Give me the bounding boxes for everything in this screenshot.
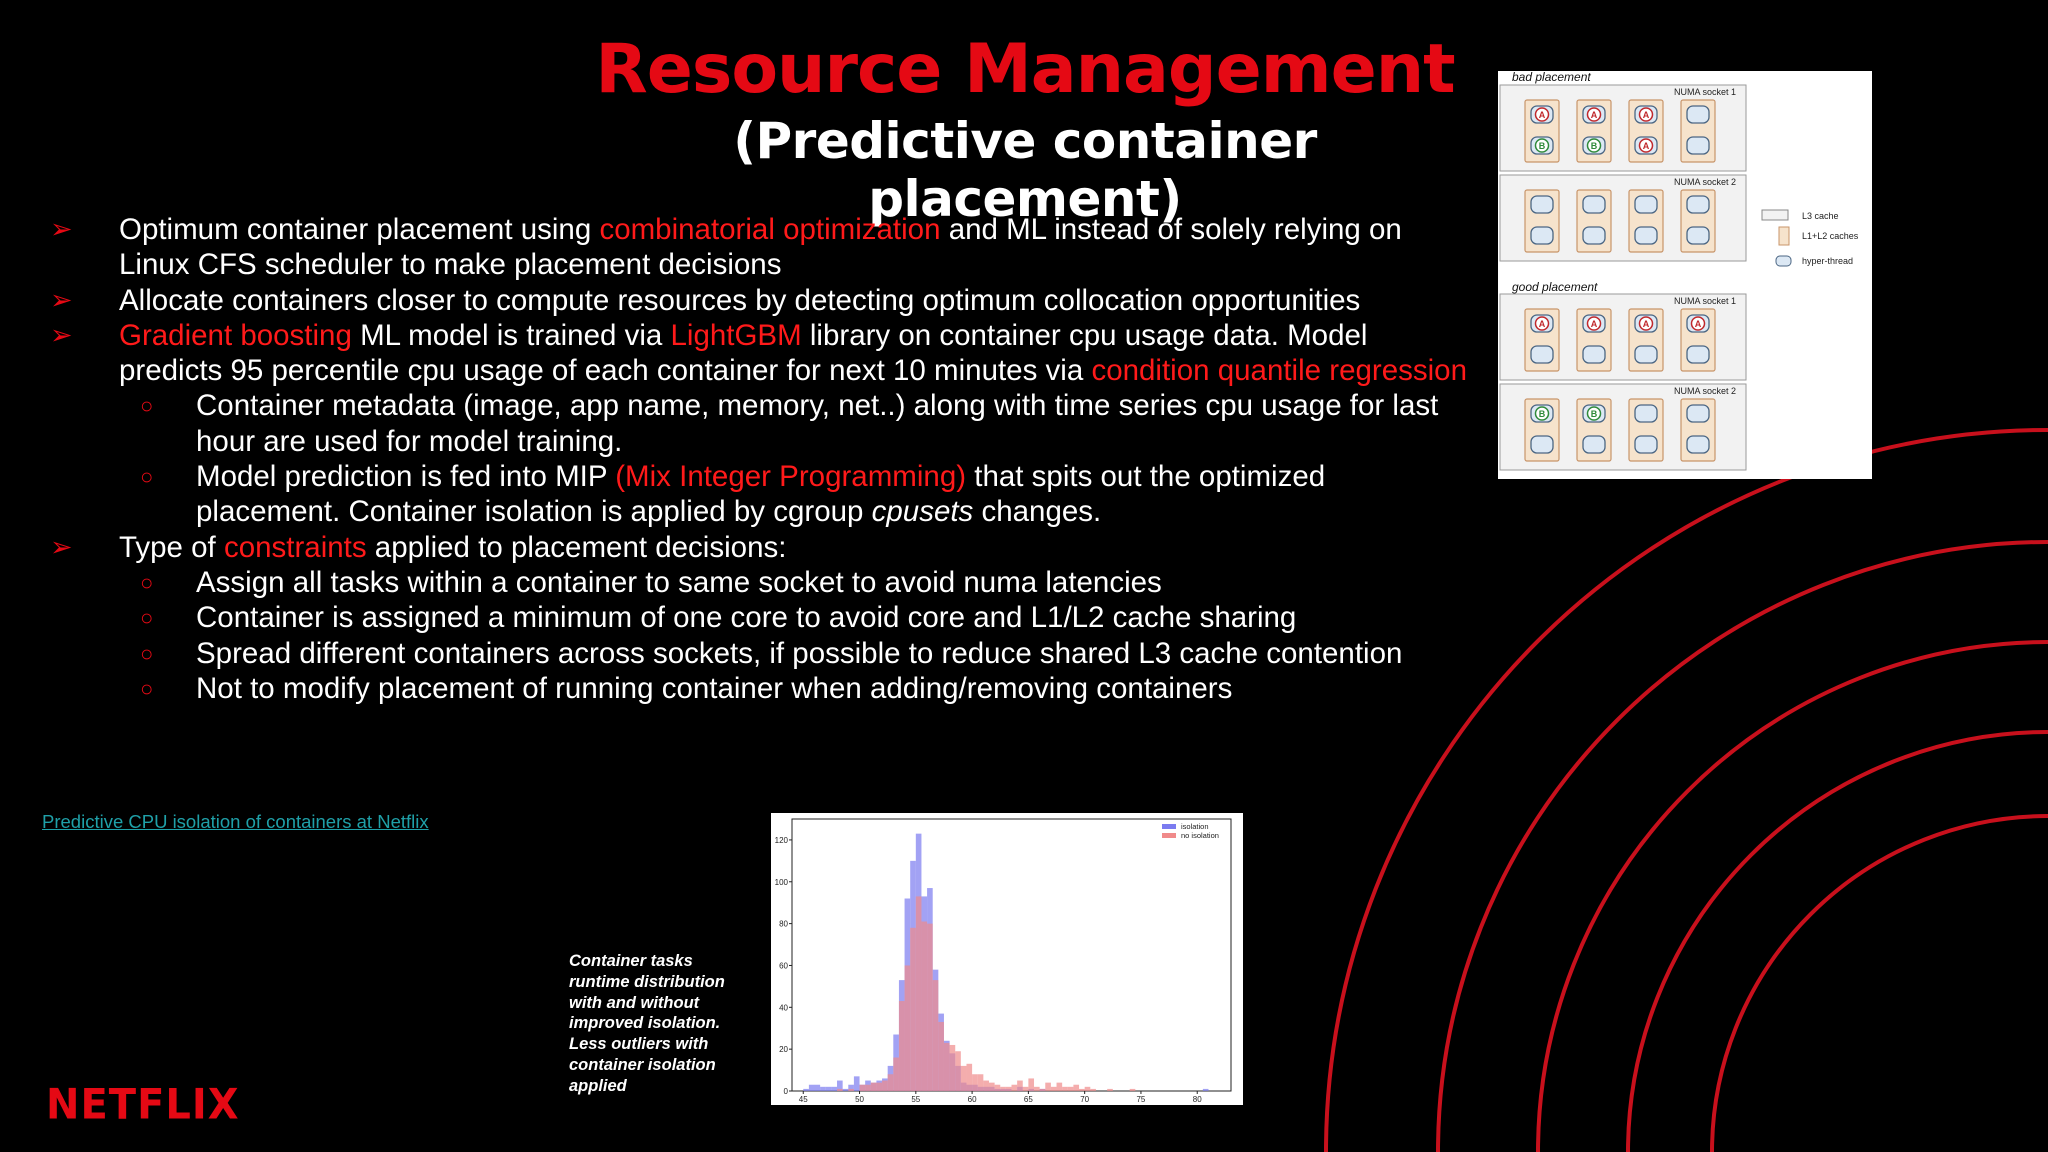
histogram-bar bbox=[1107, 1089, 1113, 1091]
hyper-thread bbox=[1635, 227, 1657, 244]
highlight: (Mix Integer Programming) bbox=[615, 460, 967, 494]
task-label: A bbox=[1590, 319, 1598, 329]
histogram-bar bbox=[978, 1074, 984, 1091]
histogram-bar bbox=[972, 1074, 978, 1091]
hyper-thread bbox=[1583, 436, 1605, 453]
histogram-bar bbox=[888, 1074, 894, 1091]
histogram-bar bbox=[1051, 1087, 1057, 1091]
sub-bullet-item: ○ Container metadata (image, app name, memory, net..) along with time series cpu usage for last hour are used for model training. bbox=[140, 389, 1439, 458]
hyper-thread bbox=[1687, 227, 1709, 244]
histogram-bar bbox=[1006, 1087, 1012, 1091]
task-label: B bbox=[1590, 141, 1598, 151]
arrow-bullet-icon: ➢ bbox=[50, 531, 73, 562]
histogram-bar bbox=[916, 896, 922, 1091]
histogram-bar bbox=[809, 1085, 815, 1091]
hyper-thread bbox=[1531, 346, 1553, 363]
hyper-thread bbox=[1635, 196, 1657, 213]
histogram-bar bbox=[1012, 1085, 1018, 1091]
task-label: B bbox=[1590, 409, 1598, 419]
histogram-bar bbox=[921, 922, 927, 1091]
task-label: A bbox=[1642, 319, 1650, 329]
good-placement-label: good placement bbox=[1512, 280, 1598, 294]
histogram-bar bbox=[882, 1081, 888, 1091]
x-tick-label: 70 bbox=[1080, 1095, 1090, 1104]
bullet-item: ➢ Allocate containers closer to compute resources by detecting optimum collocation opportunities bbox=[50, 283, 1361, 317]
hyper-thread bbox=[1687, 346, 1709, 363]
histogram-bar bbox=[1073, 1085, 1079, 1091]
histogram-bar bbox=[1203, 1089, 1209, 1091]
histogram-bar bbox=[910, 928, 916, 1091]
chart-caption: Container tasks runtime distribution with and without improved isolation. Less outliers with container isolation applied bbox=[569, 952, 725, 1095]
histogram-bar bbox=[1017, 1081, 1023, 1091]
histogram-bar bbox=[1028, 1078, 1034, 1091]
hyper-thread bbox=[1635, 436, 1657, 453]
highlight: combinatorial optimization bbox=[599, 213, 941, 246]
arc-4 bbox=[1628, 732, 2048, 1152]
x-tick-label: 75 bbox=[1136, 1095, 1146, 1104]
bullet-item: ➢ Gradient boosting ML model is trained via LightGBM library on container cpu usage data. Model predicts 95 percentile cpu usage of each container for next 10 minutes via condition quantile regression bbox=[50, 318, 1467, 388]
circle-bullet-icon: ○ bbox=[140, 675, 154, 701]
netflix-logo: NETFLIX bbox=[46, 1080, 240, 1130]
task-label: A bbox=[1590, 110, 1598, 120]
highlight: condition quantile regression bbox=[1091, 354, 1467, 388]
bad-placement-label: bad placement bbox=[1512, 71, 1591, 84]
sub-bullet-item: ○ Model prediction is fed into MIP (Mix Integer Programming) that spits out the optimized placement. Container isolation is applied by cgroup cpusets changes. bbox=[140, 460, 1326, 529]
histogram-bar bbox=[854, 1076, 860, 1091]
hyper-thread bbox=[1583, 346, 1605, 363]
reference-link[interactable]: Predictive CPU isolation of containers at Netflix bbox=[42, 811, 429, 832]
histogram-bar bbox=[1085, 1087, 1091, 1091]
socket-label: NUMA socket 2 bbox=[1673, 177, 1736, 187]
histogram-bar bbox=[927, 924, 933, 1091]
legend-core-label: L1+L2 caches bbox=[1802, 231, 1859, 241]
histogram-bar bbox=[995, 1085, 1001, 1091]
circle-bullet-icon: ○ bbox=[140, 640, 154, 666]
histogram-bar bbox=[1023, 1087, 1029, 1091]
task-label: B bbox=[1538, 141, 1546, 151]
histogram-bar bbox=[1130, 1089, 1136, 1091]
histogram-chart bbox=[771, 813, 1243, 1105]
legend-l3-label: L3 cache bbox=[1802, 211, 1839, 221]
histogram-bar bbox=[843, 1089, 849, 1091]
histogram-bar bbox=[966, 1064, 972, 1091]
sub-bullet-item: ○ Not to modify placement of running container when adding/removing containers bbox=[140, 671, 1233, 705]
histogram-bar bbox=[826, 1087, 832, 1091]
hyper-thread bbox=[1531, 227, 1553, 244]
x-tick-label: 45 bbox=[798, 1095, 808, 1104]
socket-label: NUMA socket 2 bbox=[1673, 386, 1736, 396]
histogram-bar bbox=[961, 1066, 967, 1091]
hyper-thread bbox=[1687, 436, 1709, 453]
task-label: A bbox=[1538, 110, 1546, 120]
legend-ht-swatch bbox=[1776, 256, 1791, 266]
histogram-bar bbox=[905, 965, 911, 1091]
plot-area bbox=[792, 819, 1231, 1091]
sub-bullet-item: ○ Spread different containers across sockets, if possible to reduce shared L3 cache contention bbox=[140, 636, 1403, 670]
hyper-thread bbox=[1531, 196, 1553, 213]
histogram-bar bbox=[955, 1051, 961, 1091]
arc-3 bbox=[1538, 642, 2048, 1152]
histogram-bar bbox=[1079, 1089, 1085, 1091]
histogram-bar bbox=[944, 1043, 950, 1091]
task-label: A bbox=[1694, 319, 1702, 329]
circle-bullet-icon: ○ bbox=[140, 569, 154, 595]
x-tick-label: 80 bbox=[1192, 1095, 1202, 1104]
y-tick-label: 60 bbox=[779, 961, 788, 971]
arc-5 bbox=[1712, 816, 2048, 1152]
histogram-bar bbox=[831, 1087, 837, 1091]
bullet-item: ➢ Type of constraints applied to placement decisions: bbox=[50, 530, 787, 564]
histogram-bar bbox=[865, 1085, 871, 1091]
y-tick-label: 80 bbox=[779, 919, 788, 929]
placement-diagram-svg bbox=[1498, 71, 1872, 479]
histogram-bar bbox=[938, 1022, 944, 1091]
y-tick-label: 40 bbox=[779, 1003, 788, 1013]
histogram-bar bbox=[933, 980, 939, 1091]
histogram-bar bbox=[1068, 1087, 1074, 1091]
histogram-bar bbox=[1000, 1087, 1006, 1091]
legend-label: isolation bbox=[1181, 822, 1209, 831]
arc-2 bbox=[1438, 542, 2048, 1152]
histogram-bar bbox=[1045, 1083, 1051, 1091]
x-tick-label: 50 bbox=[855, 1095, 864, 1104]
circle-bullet-icon: ○ bbox=[140, 605, 154, 631]
socket-label: NUMA socket 1 bbox=[1673, 87, 1736, 97]
hyper-thread bbox=[1635, 346, 1657, 363]
hyper-thread bbox=[1531, 436, 1553, 453]
histogram-bar bbox=[989, 1083, 995, 1091]
histogram-bar bbox=[1057, 1083, 1063, 1091]
histogram-bar bbox=[1040, 1089, 1046, 1091]
histogram-bar bbox=[860, 1085, 866, 1091]
x-tick-label: 60 bbox=[967, 1095, 977, 1104]
histogram-bar bbox=[876, 1083, 882, 1091]
histogram-bar bbox=[1034, 1087, 1040, 1091]
task-label: A bbox=[1642, 110, 1650, 120]
histogram-bar bbox=[820, 1087, 826, 1091]
histogram-bar bbox=[893, 1058, 899, 1091]
circle-bullet-icon: ○ bbox=[140, 393, 154, 419]
slide-title: Resource Management bbox=[595, 30, 1455, 109]
highlight: LightGBM bbox=[670, 318, 802, 352]
legend-l3-swatch bbox=[1762, 210, 1788, 220]
bullet-list bbox=[50, 212, 1470, 706]
y-tick-label: 120 bbox=[774, 835, 788, 845]
sub-bullet-item: ○ Container is assigned a minimum of one core to avoid core and L1/L2 cache sharing bbox=[140, 601, 1297, 635]
socket-label: NUMA socket 1 bbox=[1673, 296, 1736, 306]
legend-label: no isolation bbox=[1181, 831, 1219, 840]
legend-swatch bbox=[1162, 833, 1176, 838]
x-tick-label: 55 bbox=[911, 1095, 921, 1104]
hyper-thread bbox=[1687, 137, 1709, 154]
histogram-bar bbox=[983, 1081, 989, 1091]
hyper-thread bbox=[1583, 227, 1605, 244]
y-tick-label: 20 bbox=[779, 1045, 788, 1055]
histogram-bar bbox=[848, 1089, 854, 1091]
hyper-thread bbox=[1583, 196, 1605, 213]
arrow-bullet-icon: ➢ bbox=[50, 319, 73, 350]
highlight: constraints bbox=[223, 530, 367, 564]
histogram-bar bbox=[871, 1083, 877, 1091]
histogram-bar bbox=[837, 1089, 843, 1091]
arrow-bullet-icon: ➢ bbox=[50, 284, 73, 315]
histogram-bar bbox=[1062, 1087, 1068, 1091]
task-label: A bbox=[1538, 319, 1546, 329]
y-tick-label: 0 bbox=[783, 1087, 788, 1096]
histogram-bar bbox=[815, 1085, 821, 1091]
hyper-thread bbox=[1687, 405, 1709, 422]
x-tick-label: 65 bbox=[1023, 1095, 1033, 1104]
sub-bullet-item: ○ Assign all tasks within a container to same socket to avoid numa latencies bbox=[140, 565, 1162, 599]
circle-bullet-icon: ○ bbox=[140, 464, 154, 490]
placement-diagram bbox=[1498, 71, 1872, 479]
arrow-bullet-icon: ➢ bbox=[50, 214, 73, 244]
legend-core-swatch bbox=[1779, 227, 1789, 245]
histogram-bar bbox=[803, 1089, 809, 1091]
highlight: Gradient boosting bbox=[119, 318, 352, 352]
legend-ht-label: hyper-thread bbox=[1802, 256, 1854, 266]
y-tick-label: 100 bbox=[774, 877, 788, 887]
histogram-bar bbox=[950, 1045, 956, 1091]
hyper-thread bbox=[1687, 196, 1709, 213]
histogram-bar bbox=[899, 1001, 905, 1091]
histogram-bar bbox=[1090, 1089, 1096, 1091]
bullet-item: ➢ Optimum container placement using combinatorial optimization and ML instead of solely relying on Linux CFS scheduler to make placement decisions bbox=[50, 213, 1402, 282]
hyper-thread bbox=[1635, 405, 1657, 422]
hyper-thread bbox=[1687, 106, 1709, 123]
slide-subtitle: (Predictive container placement) bbox=[733, 112, 1317, 228]
histogram-svg bbox=[771, 813, 1243, 1105]
legend-swatch bbox=[1162, 824, 1176, 829]
task-label: B bbox=[1538, 409, 1546, 419]
task-label: A bbox=[1642, 141, 1650, 151]
